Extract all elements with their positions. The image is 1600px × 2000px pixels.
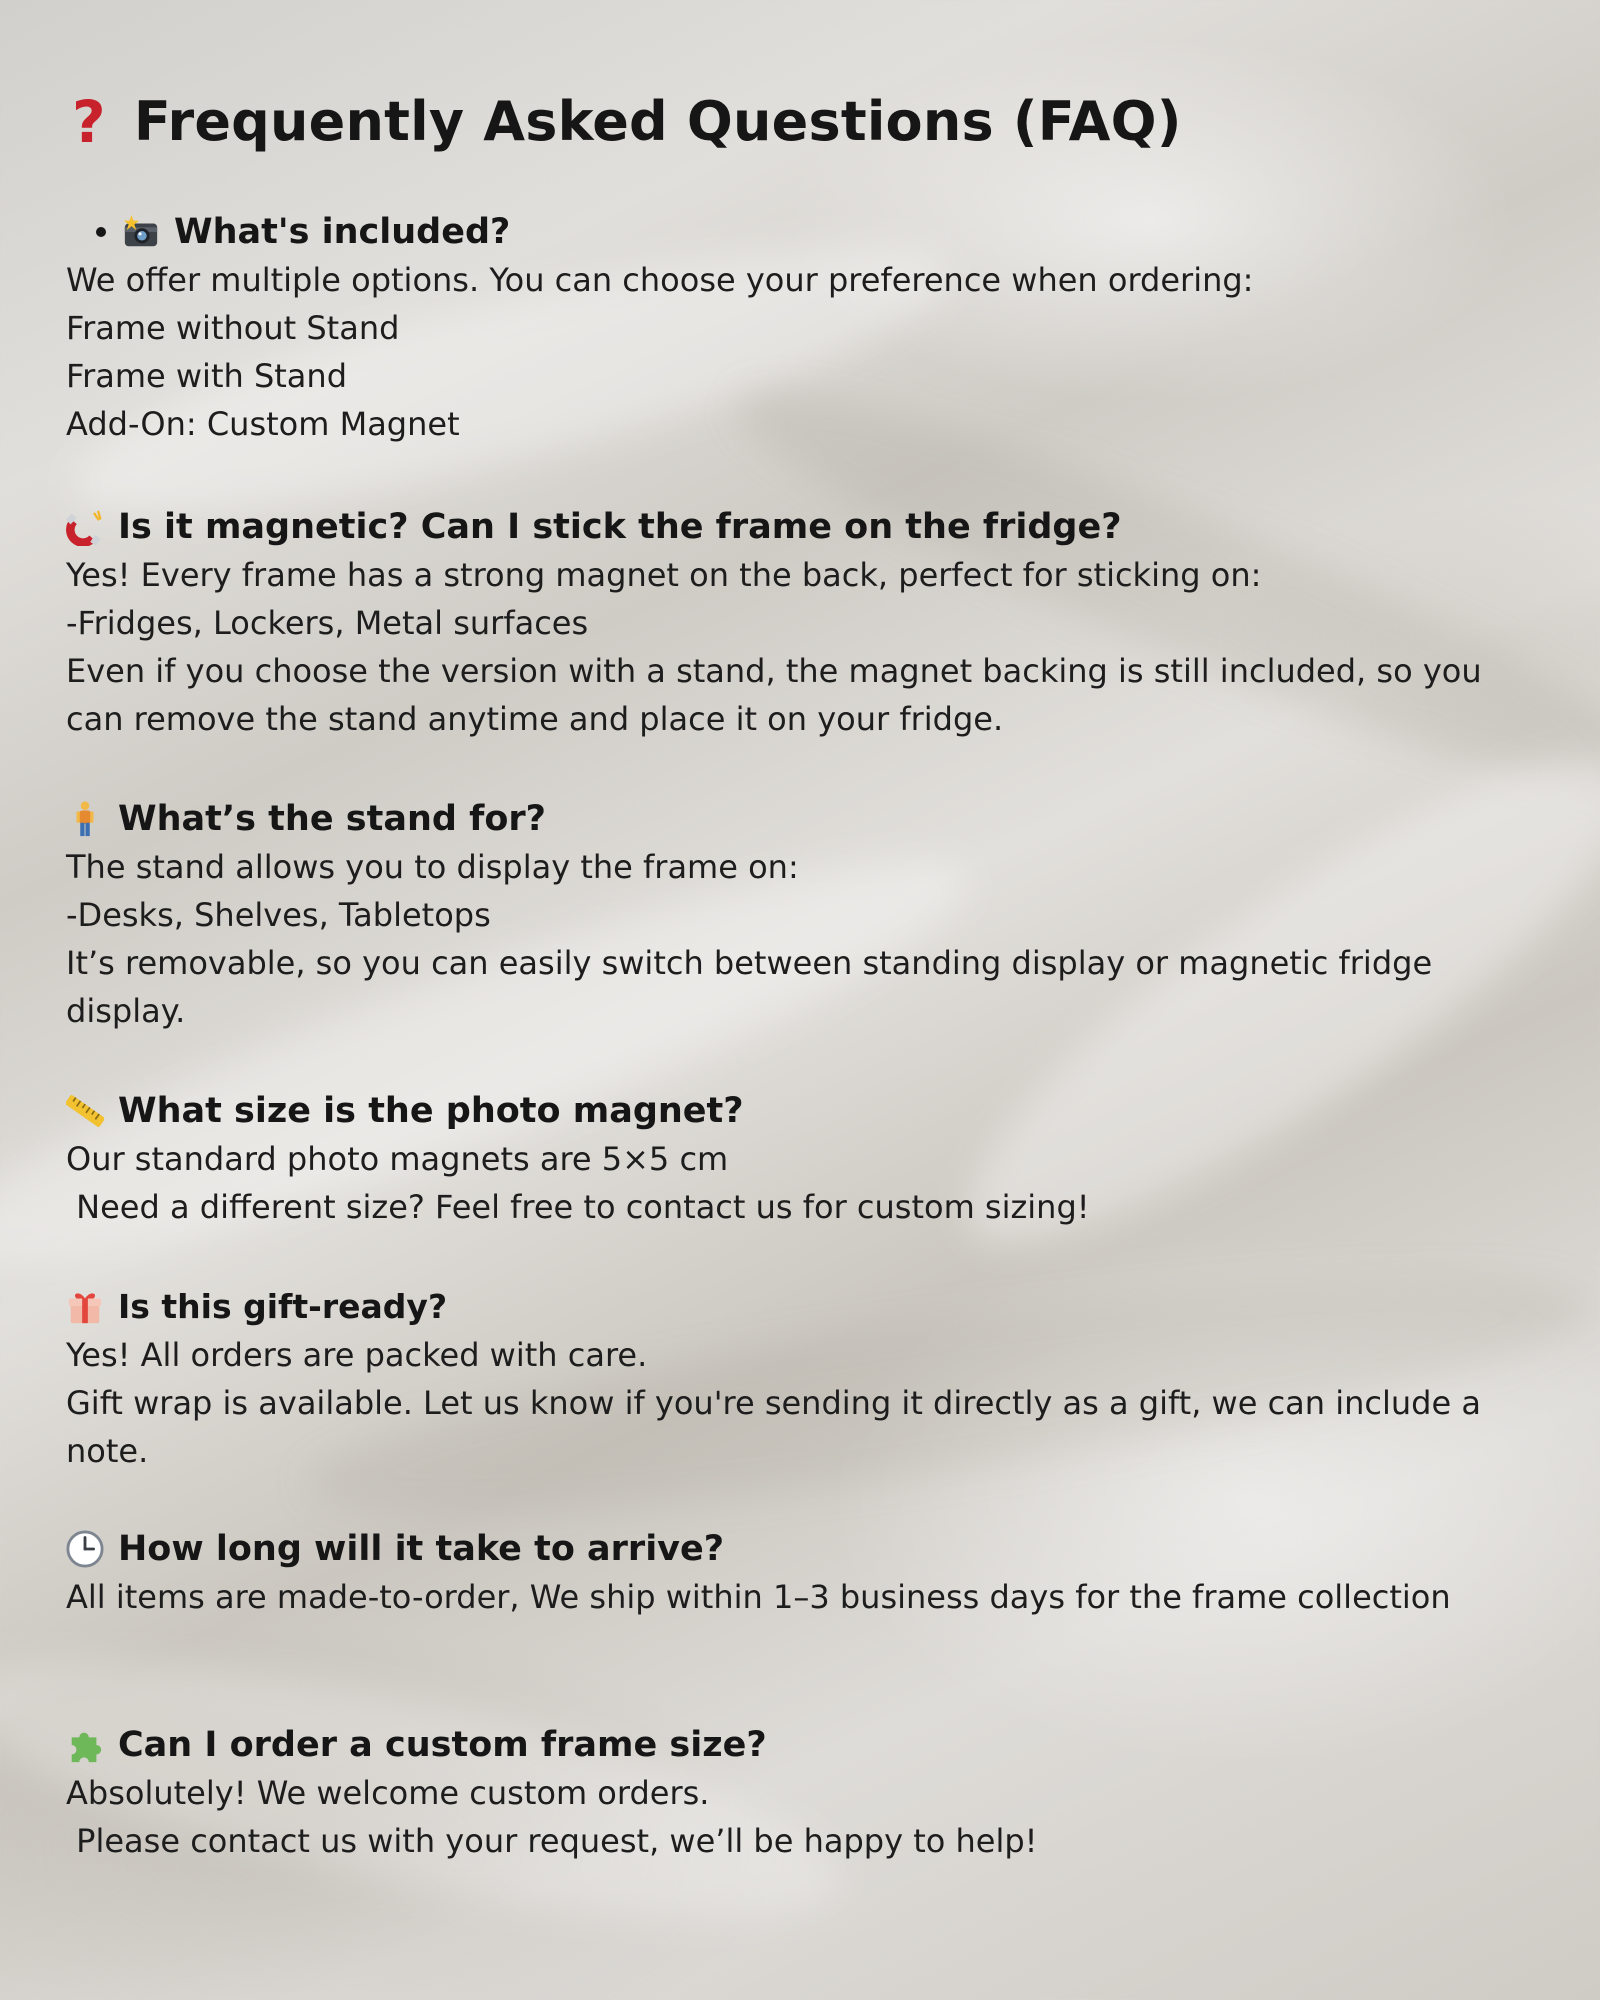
faq-answer-line: Yes! All orders are packed with care. — [66, 1336, 648, 1374]
puzzle-piece-icon — [66, 1726, 104, 1764]
bullet-icon — [96, 227, 106, 237]
faq-question — [66, 795, 1536, 843]
faq-item-whats-included — [66, 208, 1536, 448]
faq-answer — [66, 1135, 1536, 1231]
faq-answer-line: The stand allows you to display the frame on: — [66, 848, 799, 886]
faq-answer-line: -Fridges, Lockers, Metal surfaces — [66, 604, 589, 642]
faq-answer-line: Frame with Stand — [66, 357, 347, 395]
faq-question — [66, 503, 1536, 551]
standing-person-icon — [66, 800, 104, 838]
faq-answer — [66, 843, 1536, 1035]
gift-icon — [66, 1288, 104, 1326]
clock-icon — [66, 1530, 104, 1568]
faq-answer-line: Our standard photo magnets are 5×5 cm — [66, 1140, 729, 1178]
faq-item-custom-size — [66, 1721, 1536, 1865]
magnet-icon — [66, 508, 104, 546]
faq-question — [66, 1525, 1536, 1573]
faq-item-stand — [66, 795, 1536, 1035]
faq-item-size — [66, 1087, 1536, 1231]
faq-answer-line: We offer multiple options. You can choose your preference when ordering: — [66, 261, 1254, 299]
faq-answer — [66, 1331, 1536, 1475]
faq-question-text: Is this gift-ready? — [118, 1287, 448, 1326]
camera-flash-icon — [122, 213, 160, 251]
faq-answer-line: Even if you choose the version with a stand, the magnet backing is still included, so you can remove the stand anytime and place it on your fridge. — [66, 652, 1482, 738]
faq-question — [66, 1721, 1536, 1769]
faq-answer — [66, 551, 1536, 743]
faq-question-text: What's included? — [174, 212, 511, 252]
faq-answer-line: All items are made-to-order, We ship within 1–3 business days for the frame collection — [66, 1578, 1451, 1616]
ruler-icon — [66, 1092, 104, 1130]
faq-question — [66, 1087, 1536, 1135]
faq-answer — [66, 1769, 1536, 1865]
question-mark-icon: ? — [72, 88, 106, 156]
page-title-text: Frequently Asked Questions (FAQ) — [133, 90, 1182, 153]
faq-question — [96, 208, 1536, 256]
faq-question-text: What’s the stand for? — [118, 799, 546, 839]
faq-question-text: What size is the photo magnet? — [118, 1091, 744, 1131]
faq-question-text: How long will it take to arrive? — [118, 1529, 725, 1569]
faq-question — [66, 1283, 1536, 1331]
faq-answer-line: Frame without Stand — [66, 309, 400, 347]
faq-answer-line: Gift wrap is available. Let us know if you're sending it directly as a gift, we can include a note. — [66, 1384, 1481, 1470]
faq-answer — [66, 1573, 1486, 1621]
faq-answer-line: Yes! Every frame has a strong magnet on the back, perfect for sticking on: — [66, 556, 1262, 594]
faq-item-arrival — [66, 1525, 1536, 1621]
faq-answer — [66, 256, 1536, 448]
faq-answer-line: Please contact us with your request, we’ll be happy to help! — [66, 1822, 1038, 1860]
page-title — [66, 82, 1182, 162]
faq-answer-line: -Desks, Shelves, Tabletops — [66, 896, 491, 934]
faq-answer-line: Absolutely! We welcome custom orders. — [66, 1774, 710, 1812]
faq-question-text: Is it magnetic? Can I stick the frame on the fridge? — [118, 507, 1122, 547]
faq-question-text: Can I order a custom frame size? — [118, 1725, 767, 1765]
faq-answer-line: Need a different size? Feel free to contact us for custom sizing! — [66, 1188, 1090, 1226]
faq-answer-line: It’s removable, so you can easily switch between standing display or magnetic fridge display. — [66, 944, 1433, 1030]
faq-item-magnetic — [66, 503, 1536, 743]
faq-answer-line: Add-On: Custom Magnet — [66, 405, 460, 443]
faq-item-gift — [66, 1283, 1536, 1475]
